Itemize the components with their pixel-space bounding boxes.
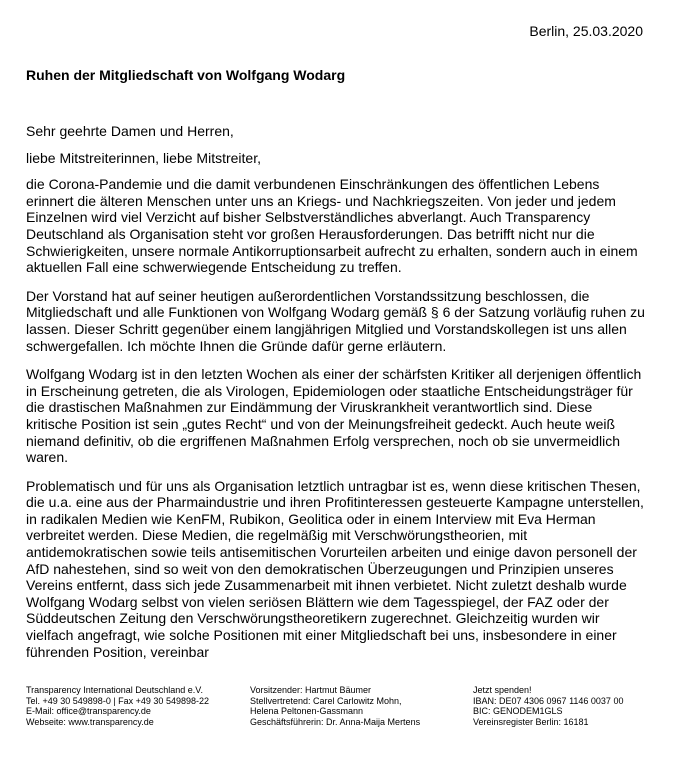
footer-line: Geschäftsführerin: Dr. Anna-Maija Mertens: [250, 716, 421, 727]
footer-line: IBAN: DE07 4306 0967 1146 0037 00: [473, 695, 624, 706]
paragraph-3: Wolfgang Wodarg ist in den letzten Wochen als einer der schärfsten Kritiker all derjenigen öffentlich in Erscheinung getreten, die als Virologen, Epidemiologen oder staatliche Entscheidungsträger für die drastischen Maßnahmen zur Eindämmung der Viruskrankheit verantwortlich sind. Diese kritische Position ist sein „gutes Recht“ und von der Meinungsfreiheit gedeckt. Auch heute weiß niemand definitiv, ob die ergriffenen Maßnahmen Erfolg versprechen, noch ob sie unvermeidlich waren.: [26, 366, 642, 466]
salutation: Sehr geehrte Damen und Herren,: [26, 123, 234, 139]
footer-line: Transparency International Deutschland e.V.: [26, 685, 203, 695]
footer-organization: [26, 685, 209, 727]
footer-board: [250, 685, 420, 727]
footer-line: Tel. +49 30 549898-0 | Fax +49 30 549898-22: [26, 695, 209, 706]
footer-email[interactable]: E-Mail: office@transparency.de: [26, 706, 151, 717]
paragraph-1: die Corona-Pandemie und die damit verbundenen Einschränkungen des öffentlichen Lebens erinnert die älteren Menschen unter uns an Kriegs- und Nachkriegszeiten. Von jeder und jedem Einzelnen wird viel Verzicht auf bisher Selbstverständliches abverlangt. Auch Transparency Deutschland als Organisation steht vor großen Herausforderungen. Das betrifft nicht nur die Schwierigkeiten, unsere normale Antikorruptionsarbeit aufrecht zu erhalten, sondern auch in einem aktuellen Fall eine schwerwiegende Entscheidung zu treffen.: [26, 176, 638, 276]
footer-donate: Jetzt spenden!: [473, 685, 532, 695]
letter-body: [26, 123, 646, 672]
letter-subject: Ruhen der Mitgliedschaft von Wolfgang Wodarg: [26, 67, 346, 83]
footer-bank: [473, 685, 623, 727]
paragraph-2: Der Vorstand hat auf seiner heutigen außerordentlichen Vorstandssitzung beschlossen, die Mitgliedschaft und alle Funktionen von Wolfgang Wodarg gemäß § 6 der Satzung vorläufig ruhen zu lassen. Dieser Schritt gegenüber einem langjährigen Mitglied und Vorstandskollegen ist uns allen schwergefallen. Ich möchte Ihnen die Gründe dafür gerne erläutern.: [26, 287, 645, 354]
paragraph-4: Problematisch und für uns als Organisation letztlich untragbar ist es, wenn diese kritischen Thesen, die u.a. eine aus der Pharmaindustrie und ihren Profitinteressen gesteuerte Kampagne unterstellen, in radikalen Medien wie KenFM, Rubikon, Geolitica oder in einem Interview mit Eva Herman verbreitet werden. Diese Medien, die regelmäßig mit Verschwörungstheorien, mit antidemokratischen sowie teils antisemitischen Vorurteilen arbeiten und einige davon personell der AfD nahestehen, sind so weit von den demokratischen Überzeugungen und Prinzipien unseres Vereins entfernt, dass sich jede Zusammenarbeit mit ihnen verbietet. Nicht zuletzt deshalb wurde Wolfgang Wodarg selbst von vielen seriösen Blättern wie dem Tagesspiegel, der FAZ oder der Süddeutschen Zeitung den Verschwörungstheoretikern zugerechnet. Gleichzeitig wurden wir vielfach angefragt, wie solche Positionen mit einer Mitgliedschaft bei uns, insbesondere in einer führenden Position, vereinbar: [26, 477, 644, 660]
footer-line: BIC: GENODEM1GLS: [473, 706, 563, 717]
letter-date: Berlin, 25.03.2020: [529, 23, 643, 39]
footer-line: Vereinsregister Berlin: 16181: [473, 716, 589, 727]
footer-line: Helena Peltonen-Gassmann: [250, 706, 364, 717]
footer-line: Stellvertretend: Carel Carlowitz Mohn,: [250, 695, 402, 706]
footer-line: Vorsitzender: Hartmut Bäumer: [250, 685, 372, 695]
address-line: liebe Mitstreiterinnen, liebe Mitstreiter,: [26, 149, 261, 166]
footer-website[interactable]: Webseite: www.transparency.de: [26, 716, 154, 727]
